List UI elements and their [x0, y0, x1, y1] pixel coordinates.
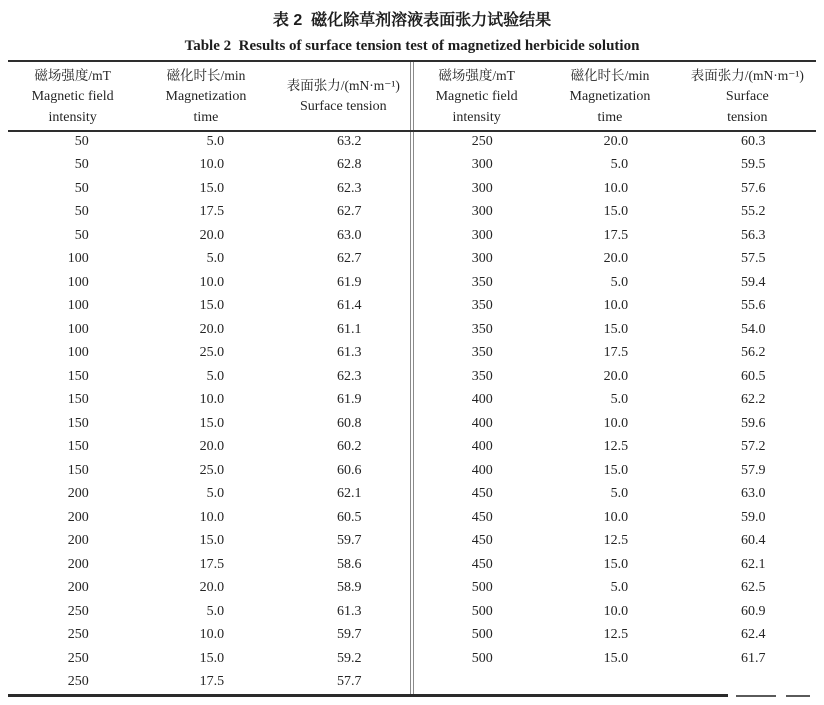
- cell-magnetization-time: 15.0: [199, 533, 225, 549]
- cell-field-intensity: 200: [67, 556, 89, 572]
- header-tension-zh: 表面张力/(mN·m⁻¹): [690, 67, 804, 83]
- cell-surface-tension: 63.0: [337, 227, 362, 243]
- cell-surface-tension: 60.5: [337, 509, 362, 525]
- cell-field-intensity: 300: [471, 251, 493, 267]
- header-time-en1: Magnetization: [569, 88, 651, 104]
- header-tension-zh: 表面张力/(mN·m⁻¹): [286, 78, 400, 93]
- cell-surface-tension: 57.2: [741, 439, 766, 455]
- cell-magnetization-time: 12.5: [603, 533, 629, 549]
- cell-surface-tension: 60.5: [741, 368, 766, 384]
- header-field-zh: 磁场强度/mT: [34, 67, 111, 83]
- cell-field-intensity: 350: [471, 368, 493, 384]
- table-row: [8, 600, 412, 624]
- table-row: [8, 248, 412, 272]
- table-row: [412, 389, 816, 413]
- table-row: [8, 671, 412, 695]
- table-row: [412, 483, 816, 507]
- cell-field-intensity: 450: [471, 509, 493, 525]
- cell-magnetization-time: 15.0: [199, 650, 225, 666]
- cell-field-intensity: 250: [471, 133, 493, 149]
- cell-magnetization-time: 15.0: [199, 415, 225, 431]
- cell-surface-tension: 57.9: [741, 462, 766, 478]
- right-table: [412, 62, 816, 671]
- cell-field-intensity: 400: [471, 462, 493, 478]
- table-row: [8, 412, 412, 436]
- cell-magnetization-time: 5.0: [610, 580, 629, 596]
- table-row: [412, 506, 816, 530]
- cell-surface-tension: 60.8: [337, 415, 362, 431]
- cell-field-intensity: 500: [471, 627, 493, 643]
- cell-field-intensity: 350: [471, 321, 493, 337]
- cell-surface-tension: 62.7: [337, 251, 362, 267]
- cell-field-intensity: 50: [74, 227, 89, 243]
- cell-surface-tension: 61.9: [337, 392, 362, 408]
- cell-field-intensity: 300: [471, 157, 493, 173]
- cell-surface-tension: 59.4: [741, 274, 766, 290]
- cell-field-intensity: 200: [67, 533, 89, 549]
- cell-field-intensity: 400: [471, 415, 493, 431]
- table-row: [412, 530, 816, 554]
- table-row: [412, 342, 816, 366]
- cell-magnetization-time: 5.0: [206, 251, 225, 267]
- cell-magnetization-time: 10.0: [603, 603, 629, 619]
- cell-surface-tension: 59.0: [741, 509, 766, 525]
- cell-surface-tension: 57.7: [337, 674, 362, 690]
- table-row: [8, 295, 412, 319]
- cell-surface-tension: 62.4: [741, 627, 766, 643]
- cell-field-intensity: 400: [471, 439, 493, 455]
- cell-surface-tension: 60.3: [741, 133, 766, 149]
- cell-surface-tension: 59.7: [337, 627, 362, 643]
- cell-magnetization-time: 25.0: [199, 345, 225, 361]
- cell-field-intensity: 200: [67, 486, 89, 502]
- cell-magnetization-time: 10.0: [603, 180, 629, 196]
- header-field-en1: Magnetic field: [435, 88, 518, 104]
- cell-magnetization-time: 15.0: [603, 204, 629, 220]
- cell-magnetization-time: 10.0: [603, 415, 629, 431]
- table-row: [8, 483, 412, 507]
- cell-magnetization-time: 17.5: [199, 674, 225, 690]
- cell-field-intensity: 50: [74, 180, 89, 196]
- header-separator-line: [8, 130, 816, 132]
- cell-surface-tension: 60.2: [337, 439, 362, 455]
- header-time-zh: 磁化时长/min: [166, 67, 246, 83]
- cell-surface-tension: 62.3: [337, 180, 362, 196]
- table-row: [412, 318, 816, 342]
- table-row: [8, 553, 412, 577]
- cell-surface-tension: 62.1: [741, 556, 766, 572]
- cell-magnetization-time: 10.0: [199, 509, 225, 525]
- cell-magnetization-time: 17.5: [199, 556, 225, 572]
- cell-magnetization-time: 5.0: [610, 157, 629, 173]
- cell-field-intensity: 350: [471, 274, 493, 290]
- cell-magnetization-time: 17.5: [199, 204, 225, 220]
- cell-field-intensity: 500: [471, 650, 493, 666]
- cell-magnetization-time: 10.0: [603, 509, 629, 525]
- cell-surface-tension: 61.7: [741, 650, 766, 666]
- cell-field-intensity: 150: [67, 439, 89, 455]
- cell-magnetization-time: 20.0: [603, 368, 629, 384]
- cell-magnetization-time: 15.0: [199, 180, 225, 196]
- cell-surface-tension: 60.6: [337, 462, 362, 478]
- table-row: [8, 624, 412, 648]
- cell-surface-tension: 60.4: [741, 533, 766, 549]
- cell-field-intensity: 150: [67, 368, 89, 384]
- cell-field-intensity: 500: [471, 603, 493, 619]
- cell-surface-tension: 62.7: [337, 204, 362, 220]
- table-row: [8, 318, 412, 342]
- left-table-header: [8, 62, 412, 130]
- cell-field-intensity: 300: [471, 227, 493, 243]
- right-table-header: [412, 62, 816, 130]
- table-row: [8, 342, 412, 366]
- cell-magnetization-time: 15.0: [603, 462, 629, 478]
- table-row: [412, 177, 816, 201]
- cell-magnetization-time: 17.5: [603, 345, 629, 361]
- cell-field-intensity: 50: [74, 204, 89, 220]
- table-row: [412, 647, 816, 671]
- cell-magnetization-time: 10.0: [603, 298, 629, 314]
- cell-field-intensity: 150: [67, 392, 89, 408]
- cell-surface-tension: 57.5: [741, 251, 766, 267]
- table-row: [412, 201, 816, 225]
- table-row: [8, 459, 412, 483]
- header-row: [412, 62, 816, 130]
- center-divider-line: [410, 62, 414, 697]
- cell-magnetization-time: 25.0: [199, 462, 225, 478]
- cell-field-intensity: 250: [67, 627, 89, 643]
- cell-surface-tension: 56.3: [741, 227, 766, 243]
- cell-surface-tension: 55.6: [741, 298, 766, 314]
- cell-field-intensity: 300: [471, 204, 493, 220]
- cell-magnetization-time: 10.0: [199, 392, 225, 408]
- cell-field-intensity: 400: [471, 392, 493, 408]
- cell-field-intensity: 100: [67, 345, 89, 361]
- cell-magnetization-time: 5.0: [610, 274, 629, 290]
- cell-surface-tension: 61.9: [337, 274, 362, 290]
- header-time-en2: time: [193, 109, 219, 125]
- header-tension-en1: Surface: [725, 88, 769, 104]
- cell-field-intensity: 150: [67, 462, 89, 478]
- cell-surface-tension: 62.8: [337, 157, 362, 173]
- table-row: [8, 436, 412, 460]
- table-row: [412, 154, 816, 178]
- cell-magnetization-time: 5.0: [206, 486, 225, 502]
- cell-field-intensity: 50: [74, 157, 89, 173]
- cell-field-intensity: 450: [471, 556, 493, 572]
- table-row: [8, 577, 412, 601]
- header-time-zh: 磁化时长/min: [570, 67, 650, 83]
- cell-magnetization-time: 12.5: [603, 439, 629, 455]
- cell-surface-tension: 63.2: [337, 133, 362, 149]
- left-tbody: [8, 130, 412, 694]
- table-row: [8, 201, 412, 225]
- cell-field-intensity: 50: [74, 133, 89, 149]
- cell-field-intensity: 250: [67, 603, 89, 619]
- cell-field-intensity: 200: [67, 580, 89, 596]
- cell-surface-tension: 61.3: [337, 345, 362, 361]
- table-row: [8, 365, 412, 389]
- cell-surface-tension: 62.5: [741, 580, 766, 596]
- cell-surface-tension: 63.0: [741, 486, 766, 502]
- cell-surface-tension: 59.6: [741, 415, 766, 431]
- table-row: [412, 553, 816, 577]
- cell-field-intensity: 350: [471, 298, 493, 314]
- cell-magnetization-time: 5.0: [610, 486, 629, 502]
- cell-magnetization-time: 10.0: [199, 627, 225, 643]
- cell-magnetization-time: 20.0: [199, 439, 225, 455]
- cell-magnetization-time: 5.0: [206, 133, 225, 149]
- table-row: [8, 530, 412, 554]
- cell-field-intensity: 200: [67, 509, 89, 525]
- right-tbody: [412, 130, 816, 671]
- cell-magnetization-time: 20.0: [603, 251, 629, 267]
- table-row: [412, 224, 816, 248]
- header-magnetization-time: [541, 62, 678, 130]
- scan-artifact-dash: [736, 695, 776, 697]
- header-row: [8, 62, 412, 130]
- table-row: [412, 600, 816, 624]
- cell-magnetization-time: 5.0: [206, 603, 225, 619]
- header-field-zh: 磁场强度/mT: [438, 67, 515, 83]
- cell-surface-tension: 54.0: [741, 321, 766, 337]
- cell-magnetization-time: 20.0: [603, 133, 629, 149]
- cell-surface-tension: 62.2: [741, 392, 766, 408]
- header-magnetization-time: [137, 62, 274, 130]
- cell-magnetization-time: 20.0: [199, 227, 225, 243]
- data-table: [8, 60, 816, 697]
- header-time-en1: Magnetization: [165, 88, 247, 104]
- table-row: [412, 295, 816, 319]
- table-row: [8, 224, 412, 248]
- table-row: [412, 624, 816, 648]
- cell-magnetization-time: 12.5: [603, 627, 629, 643]
- cell-magnetization-time: 15.0: [199, 298, 225, 314]
- cell-magnetization-time: 20.0: [199, 580, 225, 596]
- cell-magnetization-time: 20.0: [199, 321, 225, 337]
- cell-magnetization-time: 15.0: [603, 321, 629, 337]
- cell-field-intensity: 250: [67, 650, 89, 666]
- scan-artifact-dash: [786, 695, 810, 697]
- cell-surface-tension: 59.2: [337, 650, 362, 666]
- header-tension-en: Surface tension: [299, 99, 387, 114]
- cell-field-intensity: 300: [471, 180, 493, 196]
- table-row: [8, 177, 412, 201]
- table-row: [8, 130, 412, 154]
- cell-magnetization-time: 15.0: [603, 650, 629, 666]
- header-surface-tension: [679, 62, 816, 130]
- cell-field-intensity: 450: [471, 533, 493, 549]
- header-field-en2: intensity: [452, 109, 501, 125]
- header-tension-en2: tension: [727, 109, 768, 125]
- cell-surface-tension: 61.4: [337, 298, 362, 314]
- cell-field-intensity: 100: [67, 274, 89, 290]
- cell-field-intensity: 350: [471, 345, 493, 361]
- cell-magnetization-time: 5.0: [206, 368, 225, 384]
- table-row: [8, 647, 412, 671]
- cell-surface-tension: 58.6: [337, 556, 362, 572]
- cell-field-intensity: 100: [67, 321, 89, 337]
- header-surface-tension: [275, 62, 412, 130]
- cell-surface-tension: 61.1: [337, 321, 362, 337]
- table-row: [412, 130, 816, 154]
- header-field-en1: Magnetic field: [31, 88, 114, 104]
- table-row: [412, 271, 816, 295]
- table-row: [412, 577, 816, 601]
- cell-magnetization-time: 5.0: [610, 392, 629, 408]
- header-time-en2: time: [597, 109, 623, 125]
- table-row: [8, 154, 412, 178]
- left-table: [8, 62, 412, 694]
- cell-magnetization-time: 10.0: [199, 157, 225, 173]
- cell-field-intensity: 100: [67, 251, 89, 267]
- cell-magnetization-time: 10.0: [199, 274, 225, 290]
- table-row: [412, 412, 816, 436]
- header-field-en2: intensity: [48, 109, 97, 125]
- cell-field-intensity: 150: [67, 415, 89, 431]
- cell-surface-tension: 62.1: [337, 486, 362, 502]
- table-row: [412, 248, 816, 272]
- cell-surface-tension: 60.9: [741, 603, 766, 619]
- cell-field-intensity: 450: [471, 486, 493, 502]
- cell-surface-tension: 61.3: [337, 603, 362, 619]
- cell-surface-tension: 56.2: [741, 345, 766, 361]
- cell-surface-tension: 62.3: [337, 368, 362, 384]
- table-row: [8, 389, 412, 413]
- cell-surface-tension: 58.9: [337, 580, 362, 596]
- cell-surface-tension: 55.2: [741, 204, 766, 220]
- table-row: [412, 365, 816, 389]
- header-field-intensity: [8, 62, 137, 130]
- cell-magnetization-time: 17.5: [603, 227, 629, 243]
- table-row: [8, 506, 412, 530]
- cell-field-intensity: 100: [67, 298, 89, 314]
- table-row: [8, 271, 412, 295]
- cell-surface-tension: 59.7: [337, 533, 362, 549]
- table-title-zh: 表 2 磁化除草剂溶液表面张力试验结果: [272, 12, 552, 29]
- cell-surface-tension: 59.5: [741, 157, 766, 173]
- cell-surface-tension: 57.6: [741, 180, 766, 196]
- table-title-en: Table 2 Results of surface tension test of magnetized herbicide solution: [184, 38, 640, 54]
- cell-field-intensity: 500: [471, 580, 493, 596]
- table-row: [412, 459, 816, 483]
- table-row: [412, 436, 816, 460]
- bottom-border-line: [8, 694, 728, 697]
- cell-magnetization-time: 15.0: [603, 556, 629, 572]
- header-field-intensity: [412, 62, 541, 130]
- cell-field-intensity: 250: [67, 674, 89, 690]
